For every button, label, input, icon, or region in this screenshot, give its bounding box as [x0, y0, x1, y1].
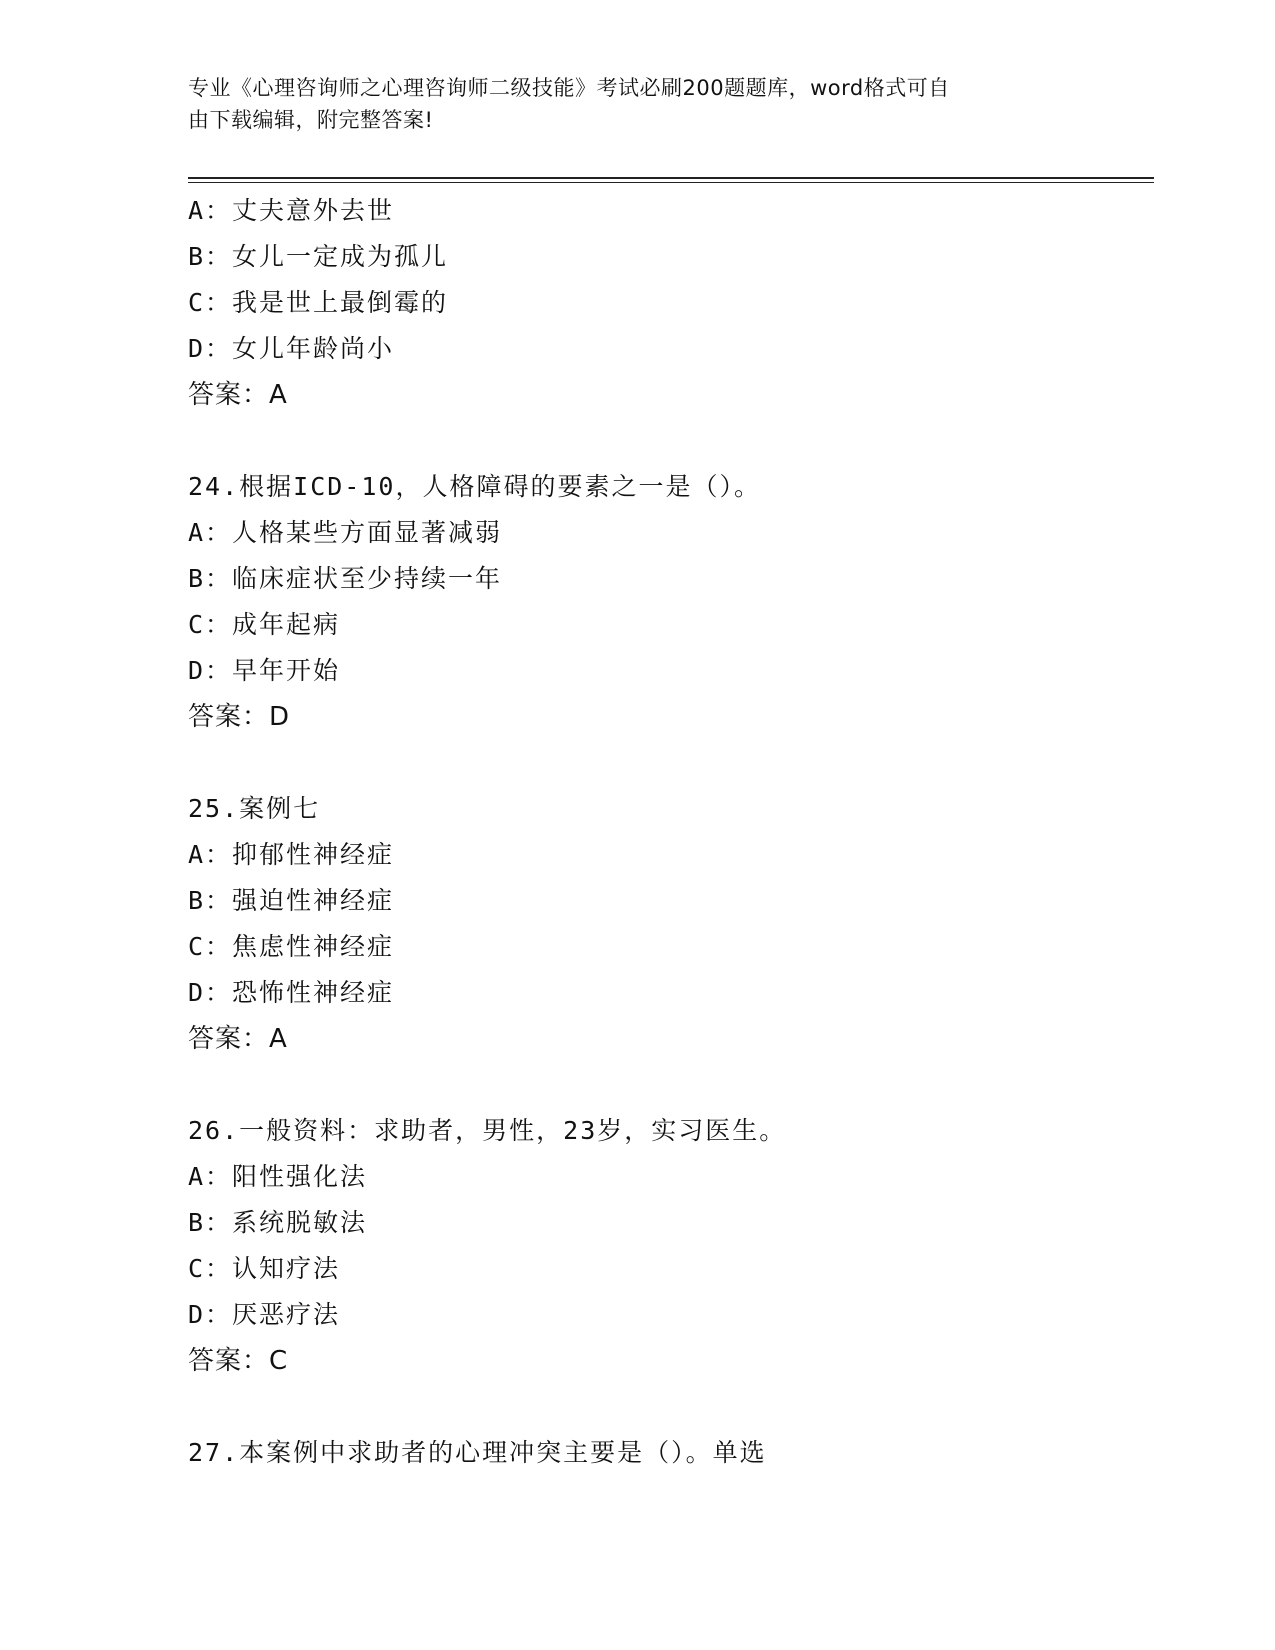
question-25	[188, 786, 1148, 1062]
question-26	[188, 1108, 1148, 1384]
question-stem: 27.本案例中求助者的心理冲突主要是（）。单选	[188, 1438, 767, 1467]
option-b: B：女儿一定成为孤儿	[188, 242, 449, 271]
option-a: A：阳性强化法	[188, 1162, 368, 1191]
option-c: C：认知疗法	[188, 1254, 341, 1283]
spacer	[188, 1062, 1148, 1108]
option-d: D：恐怖性神经症	[188, 978, 395, 1007]
question-stem: 26.一般资料：求助者，男性，23岁，实习医生。	[188, 1116, 787, 1145]
question-stem: 25.案例七	[188, 794, 321, 823]
question-27	[188, 1430, 1148, 1476]
spacer	[188, 740, 1148, 786]
option-d: D：早年开始	[188, 656, 341, 685]
document-header	[188, 72, 1088, 136]
answer: 答案：A	[188, 1024, 288, 1054]
answer: 答案：D	[188, 702, 291, 732]
option-d: D：女儿年龄尚小	[188, 334, 395, 363]
spacer	[188, 1384, 1148, 1430]
header-divider-thin	[188, 182, 1154, 183]
option-c: C：焦虑性神经症	[188, 932, 395, 961]
option-a: A：抑郁性神经症	[188, 840, 395, 869]
option-a: A：丈夫意外去世	[188, 196, 395, 225]
header-divider-thick	[188, 177, 1154, 179]
question-24	[188, 464, 1148, 740]
option-b: B：临床症状至少持续一年	[188, 564, 503, 593]
header-line-2: 由下载编辑，附完整答案!	[188, 108, 434, 132]
option-b: B：系统脱敏法	[188, 1208, 368, 1237]
spacer	[188, 418, 1148, 464]
header-line-1: 专业《心理咨询师之心理咨询师二级技能》考试必刷200题题库，word格式可自	[188, 76, 950, 100]
question-list	[188, 188, 1148, 1476]
option-d: D：厌恶疗法	[188, 1300, 341, 1329]
question-stem: 24.根据ICD-10，人格障碍的要素之一是（）。	[188, 472, 761, 501]
answer: 答案：A	[188, 380, 288, 410]
option-c: C：我是世上最倒霉的	[188, 288, 449, 317]
answer: 答案：C	[188, 1346, 289, 1376]
option-b: B：强迫性神经症	[188, 886, 395, 915]
option-a: A：人格某些方面显著减弱	[188, 518, 503, 547]
previous-question	[188, 188, 1148, 418]
option-c: C：成年起病	[188, 610, 341, 639]
